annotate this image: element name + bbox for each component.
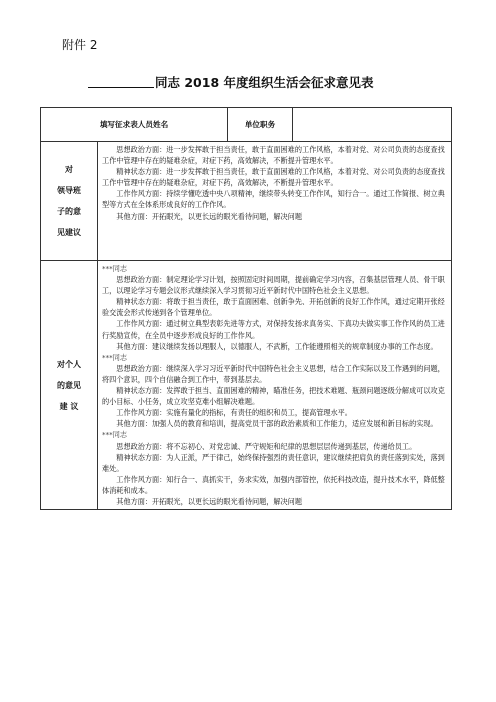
feedback-paragraph: 思想政治方面：制定理论学习计划，按照固定时间周期，提前确定学习内容，召集基层管理人员、骨干职工，以理论学习专题会议形式继续深入学习贯彻习近平新时代中国特色社会主义思想。 [102, 275, 445, 296]
feedback-paragraph: 工作作风方面：持续学懂吃透中央八项精神，继续带头转变工作作风，知行合一。通过工作简报、树立典型等方式在全体系形成良好的工作作风。 [102, 189, 445, 210]
leadership-feedback-row [41, 142, 452, 261]
person-name: ***同志 [102, 352, 127, 362]
individual-feedback-row [41, 261, 452, 510]
label-line: 对 [65, 165, 73, 174]
label-line: 的意见 [57, 380, 81, 390]
feedback-paragraph: 其他方面：开拓眼光，以更长远的眼光看待问题，解决问题 [116, 496, 302, 506]
feedback-paragraph: 思想政治方面：将不忘初心、对党忠诚、严守规矩和纪律的思想层层传递到基层，传递给员工。 [116, 441, 417, 451]
feedback-paragraph: 工作作风方面：实施有量化的指标，有责任的组织和员工，提高管理水平。 [116, 408, 352, 418]
feedback-paragraph: 工作作风方面：知行合一、真抓实干，务求实效，加强内部管控，依托科技改造，提升技术水平，降低整体消耗和成本。 [102, 474, 445, 495]
person-name: ***同志 [102, 264, 127, 273]
feedback-paragraph: 思想政治方面：继续深入学习习近平新时代中国特色社会主义思想，结合工作实际以及工作遇到的问题，将四个意识，四个自信融合到工作中，带到基层去。 [102, 363, 445, 384]
position-label: 单位职务 [228, 108, 293, 142]
feedback-paragraph: 精神状态方面：进一步发挥敢于担当责任，敢于直面困难的工作风格，本着对党、对公司负责的态度查找工作中管理中存在的疑难杂症，对症下药，高效解决，不断提升管理水平。 [102, 167, 445, 188]
header-row [41, 108, 452, 142]
person-name: ***同志 [102, 430, 127, 440]
feedback-paragraph: 其他方面：开拓眼光，以更长远的眼光看待问题，解决问题 [116, 211, 302, 221]
name-blank-line[interactable] [88, 75, 154, 88]
feedback-paragraph: 精神状态方面：为人正派，严于律己，始终保持强烈的责任意识，建议继续把肩负的责任落到实处，落到难处。 [102, 452, 445, 473]
feedback-paragraph: 工作作风方面：通过树立典型表彰先进等方式，对保持发扬求真务实、下真功夫做实事工作作风的员工进行奖励宣传，在全员中逐步形成良好的工作作风。 [102, 319, 445, 340]
form-title [88, 73, 374, 91]
leadership-feedback-content[interactable] [98, 142, 452, 261]
feedback-table [40, 107, 452, 510]
label-line: 子的意 [57, 207, 81, 216]
label-line: 对个人 [57, 359, 81, 369]
label-line: 建 议 [59, 401, 79, 411]
submitter-name-label: 填写征求表人员姓名 [41, 108, 228, 142]
label-line: 见建议 [57, 228, 81, 237]
leadership-feedback-label [41, 142, 98, 261]
label-line: 领导班 [57, 186, 81, 195]
feedback-paragraph: 精神状态方面：发挥敢于担当、直面困难的精神，瞄准任务，把技术难题、瓶颈问题逐级分解成可以攻克的小目标、小任务，成立攻坚克难小组解决难题。 [102, 386, 445, 407]
attachment-label: 附件 2 [62, 38, 98, 52]
form-title-text: 同志 2018 年度组织生活会征求意见表 [155, 75, 374, 90]
position-value-cell[interactable] [293, 108, 452, 142]
feedback-paragraph: 其他方面：加强人员的教育和培训，提高党员干部的政治素质和工作能力，适应发展和新目标的实现。 [116, 419, 438, 429]
feedback-paragraph: 精神状态方面：将敢于担当责任，敢于直面困难、创新争先、开拓创新的良好工作作风，通过定期开张经验交流会形式传递到各个管理单位。 [102, 297, 445, 318]
feedback-paragraph: 思想政治方面：进一步发挥敢于担当责任，敢于直面困难的工作风格，本着对党、对公司负责的态度查找工作中管理中存在的疑难杂症，对症下药，高效解决，不断提升管理水平。 [102, 145, 445, 166]
individual-feedback-content[interactable] [98, 261, 452, 510]
feedback-paragraph: 其他方面：建议继续发扬以理服人，以德服人，不武断，工作能遵照相关的规章制度办事的工作态度。 [116, 341, 438, 351]
individual-feedback-label [41, 261, 98, 510]
